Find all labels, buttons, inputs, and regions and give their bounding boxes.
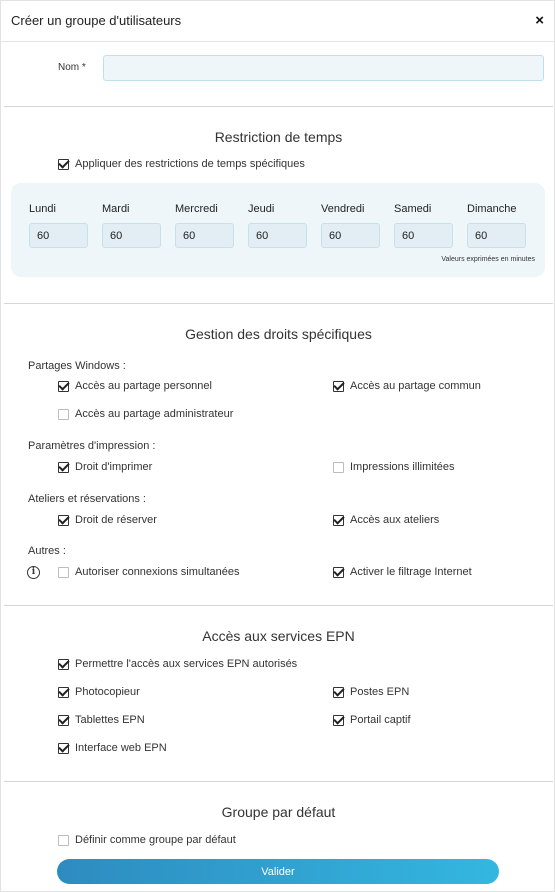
- print-right-checkbox[interactable]: [58, 461, 152, 473]
- day-tuesday: [102, 203, 162, 248]
- info-icon[interactable]: i: [27, 566, 40, 579]
- separator: [4, 303, 553, 304]
- checkbox-icon: [58, 687, 69, 698]
- dialog-title: Créer un groupe d'utilisateurs: [11, 13, 182, 28]
- checkbox-icon: [333, 715, 344, 726]
- checkbox-label: Définir comme groupe par défaut: [75, 834, 236, 846]
- checkbox-label: Postes EPN: [350, 686, 410, 698]
- checkbox-icon: [58, 659, 69, 670]
- separator: [4, 605, 553, 606]
- checkbox-label: Accès aux ateliers: [350, 514, 440, 526]
- default-group-title: Groupe par défaut: [221, 804, 336, 820]
- dialog-header: [1, 1, 555, 42]
- checkbox-icon: [333, 462, 344, 473]
- others-label: Autres :: [28, 545, 66, 557]
- epn-stations-checkbox[interactable]: [333, 686, 409, 698]
- monday-minutes-input[interactable]: [29, 223, 88, 248]
- saturday-minutes-input[interactable]: [394, 223, 453, 248]
- day-label: Mardi: [102, 203, 130, 215]
- day-friday: [321, 203, 381, 248]
- checkbox-label: Photocopieur: [75, 686, 140, 698]
- epn-web-interface-checkbox[interactable]: [58, 742, 167, 754]
- checkbox-icon: [58, 462, 69, 473]
- checkbox-icon: [58, 381, 69, 392]
- checkbox-icon: [58, 567, 69, 578]
- friday-minutes-input[interactable]: [321, 223, 380, 248]
- epn-services-title: Accès aux services EPN: [202, 628, 355, 644]
- checkbox-label: Tablettes EPN: [75, 714, 145, 726]
- day-thursday: [248, 203, 308, 248]
- day-label: Dimanche: [467, 203, 517, 215]
- close-icon[interactable]: ×: [535, 12, 544, 29]
- windows-shares-label: Partages Windows :: [28, 360, 126, 372]
- thursday-minutes-input[interactable]: [248, 223, 307, 248]
- apply-time-restrictions-checkbox[interactable]: [58, 158, 305, 170]
- photocopier-checkbox[interactable]: [58, 686, 140, 698]
- day-label: Lundi: [29, 203, 56, 215]
- workshop-access-checkbox[interactable]: [333, 514, 439, 526]
- workshops-label: Ateliers et réservations :: [28, 493, 146, 505]
- checkbox-label: Accès au partage personnel: [75, 380, 212, 392]
- separator: [4, 106, 553, 107]
- time-restriction-panel: [11, 183, 545, 277]
- checkbox-label: Droit d'imprimer: [75, 461, 153, 473]
- checkbox-label: Portail captif: [350, 714, 411, 726]
- checkbox-icon: [58, 159, 69, 170]
- rights-title: Gestion des droits spécifiques: [185, 326, 372, 342]
- checkbox-label: Interface web EPN: [75, 742, 167, 754]
- checkbox-icon: [333, 515, 344, 526]
- epn-tablets-checkbox[interactable]: [58, 714, 145, 726]
- personal-share-checkbox[interactable]: [58, 380, 212, 392]
- checkbox-label: Autoriser connexions simultanées: [75, 566, 240, 578]
- checkbox-label: Permettre l'accès aux services EPN autorisés: [75, 658, 298, 670]
- tuesday-minutes-input[interactable]: [102, 223, 161, 248]
- reserve-right-checkbox[interactable]: [58, 514, 157, 526]
- checkbox-label: Activer le filtrage Internet: [350, 566, 472, 578]
- day-label: Mercredi: [175, 203, 218, 215]
- sunday-minutes-input[interactable]: [467, 223, 526, 248]
- time-restriction-title: Restriction de temps: [214, 129, 343, 145]
- day-monday: [29, 203, 89, 248]
- set-default-group-checkbox[interactable]: [58, 834, 236, 846]
- name-input[interactable]: [103, 55, 544, 81]
- internet-filtering-checkbox[interactable]: [333, 566, 472, 578]
- day-label: Samedi: [394, 203, 432, 215]
- checkbox-label: Droit de réserver: [75, 514, 157, 526]
- printing-settings-label: Paramètres d'impression :: [28, 440, 156, 452]
- day-sunday: [467, 203, 527, 248]
- simultaneous-connections-checkbox[interactable]: [58, 566, 239, 578]
- checkbox-label: Accès au partage commun: [350, 380, 481, 392]
- checkbox-icon: [58, 835, 69, 846]
- checkbox-label: Impressions illimitées: [350, 461, 455, 473]
- checkbox-icon: [58, 743, 69, 754]
- day-label: Vendredi: [321, 203, 365, 215]
- captive-portal-checkbox[interactable]: [333, 714, 411, 726]
- checkbox-icon: [333, 567, 344, 578]
- checkbox-icon: [333, 687, 344, 698]
- unlimited-printing-checkbox[interactable]: [333, 461, 455, 473]
- checkbox-label: Accès au partage administrateur: [75, 408, 234, 420]
- submit-button[interactable]: Valider: [57, 859, 499, 884]
- day-saturday: [394, 203, 454, 248]
- checkbox-icon: [58, 715, 69, 726]
- name-label: Nom *: [58, 62, 86, 73]
- checkbox-label: Appliquer des restrictions de temps spécifiques: [75, 158, 305, 170]
- admin-share-checkbox[interactable]: [58, 408, 233, 420]
- wednesday-minutes-input[interactable]: [175, 223, 234, 248]
- checkbox-icon: [333, 381, 344, 392]
- day-label: Jeudi: [248, 203, 275, 215]
- day-wednesday: [175, 203, 235, 248]
- checkbox-icon: [58, 515, 69, 526]
- common-share-checkbox[interactable]: [333, 380, 481, 392]
- checkbox-icon: [58, 409, 69, 420]
- allow-epn-services-checkbox[interactable]: [58, 658, 297, 670]
- separator: [4, 781, 553, 782]
- minutes-note: Valeurs exprimées en minutes: [441, 256, 535, 263]
